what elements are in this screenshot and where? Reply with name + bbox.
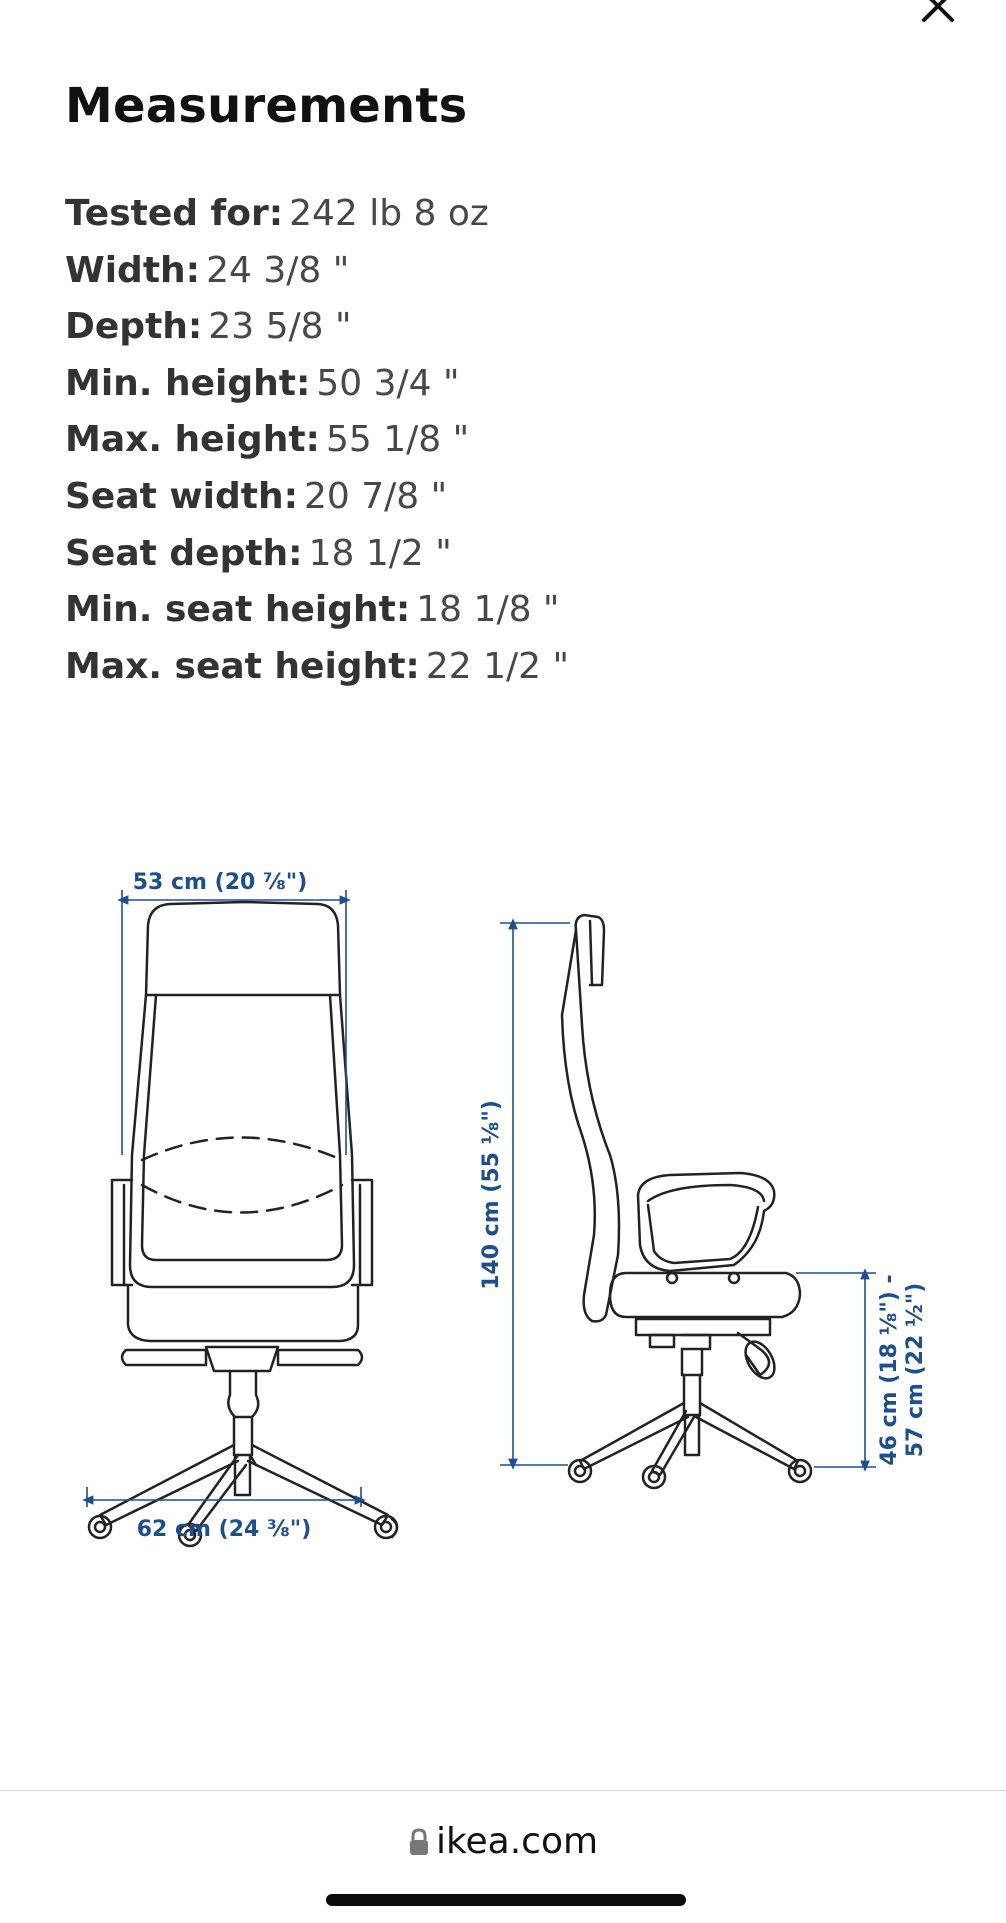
- measurement-label: Min. seat height:: [65, 589, 411, 631]
- side-view-drawing: [562, 915, 811, 1488]
- measurement-label: Tested for:: [65, 193, 284, 234]
- measurement-value: 18 1/8 ": [416, 589, 560, 631]
- measurement-max-seat-height: [65, 639, 569, 696]
- measurement-label: Depth:: [65, 306, 203, 348]
- measurements-list: [65, 186, 569, 695]
- measurement-label: Max. height:: [65, 419, 320, 461]
- front-dimension-lines: [87, 890, 361, 1507]
- url-display[interactable]: [0, 1821, 1006, 1862]
- seat-height-dimension-label-2: 57 cm (22 ½"): [903, 1282, 928, 1458]
- close-button[interactable]: [918, 0, 958, 26]
- lock-icon: [408, 1827, 430, 1857]
- measurement-min-seat-height: [65, 582, 569, 639]
- measurement-value: 50 3/4 ": [316, 362, 460, 404]
- seat-width-dimension-label: 53 cm (20 ⅞"): [132, 870, 308, 895]
- measurement-label: Max. seat height:: [65, 645, 420, 687]
- measurement-value: 24 3/8 ": [206, 249, 350, 291]
- home-indicator[interactable]: [326, 1894, 686, 1906]
- side-dimension-lines: [500, 923, 876, 1467]
- measurement-tested-for: [65, 186, 569, 243]
- chair-dimension-diagram: [70, 855, 950, 1555]
- measurement-label: Min. height:: [65, 362, 311, 404]
- measurement-value: 23 5/8 ": [208, 306, 352, 348]
- url-text: ikea.com: [435, 1821, 599, 1862]
- height-dimension-label: 140 cm (55 ⅛"): [479, 1100, 504, 1290]
- measurement-value: 22 1/2 ": [425, 645, 570, 687]
- front-view-drawing: [89, 902, 397, 1546]
- base-width-dimension-label: 62 cm (24 ⅜"): [136, 1517, 312, 1542]
- measurement-width: [65, 243, 569, 300]
- measurement-value: 18 1/2 ": [308, 532, 452, 574]
- measurement-seat-width: [65, 469, 569, 526]
- measurement-label: Width:: [65, 249, 201, 291]
- page-title: Measurements: [65, 78, 468, 134]
- seat-height-dimension-label-1: 46 cm (18 ⅛") -: [877, 1274, 902, 1466]
- measurement-max-height: [65, 412, 569, 469]
- measurement-label: Seat depth:: [65, 532, 303, 574]
- measurement-seat-depth: [65, 526, 569, 583]
- measurement-label: Seat width:: [65, 475, 298, 517]
- close-icon: [918, 0, 958, 26]
- measurement-depth: [65, 299, 569, 356]
- measurement-value: 20 7/8 ": [303, 475, 448, 517]
- measurement-value: 242 lb 8 oz: [289, 193, 489, 234]
- measurement-value: 55 1/8 ": [325, 419, 470, 461]
- measurement-min-height: [65, 356, 569, 413]
